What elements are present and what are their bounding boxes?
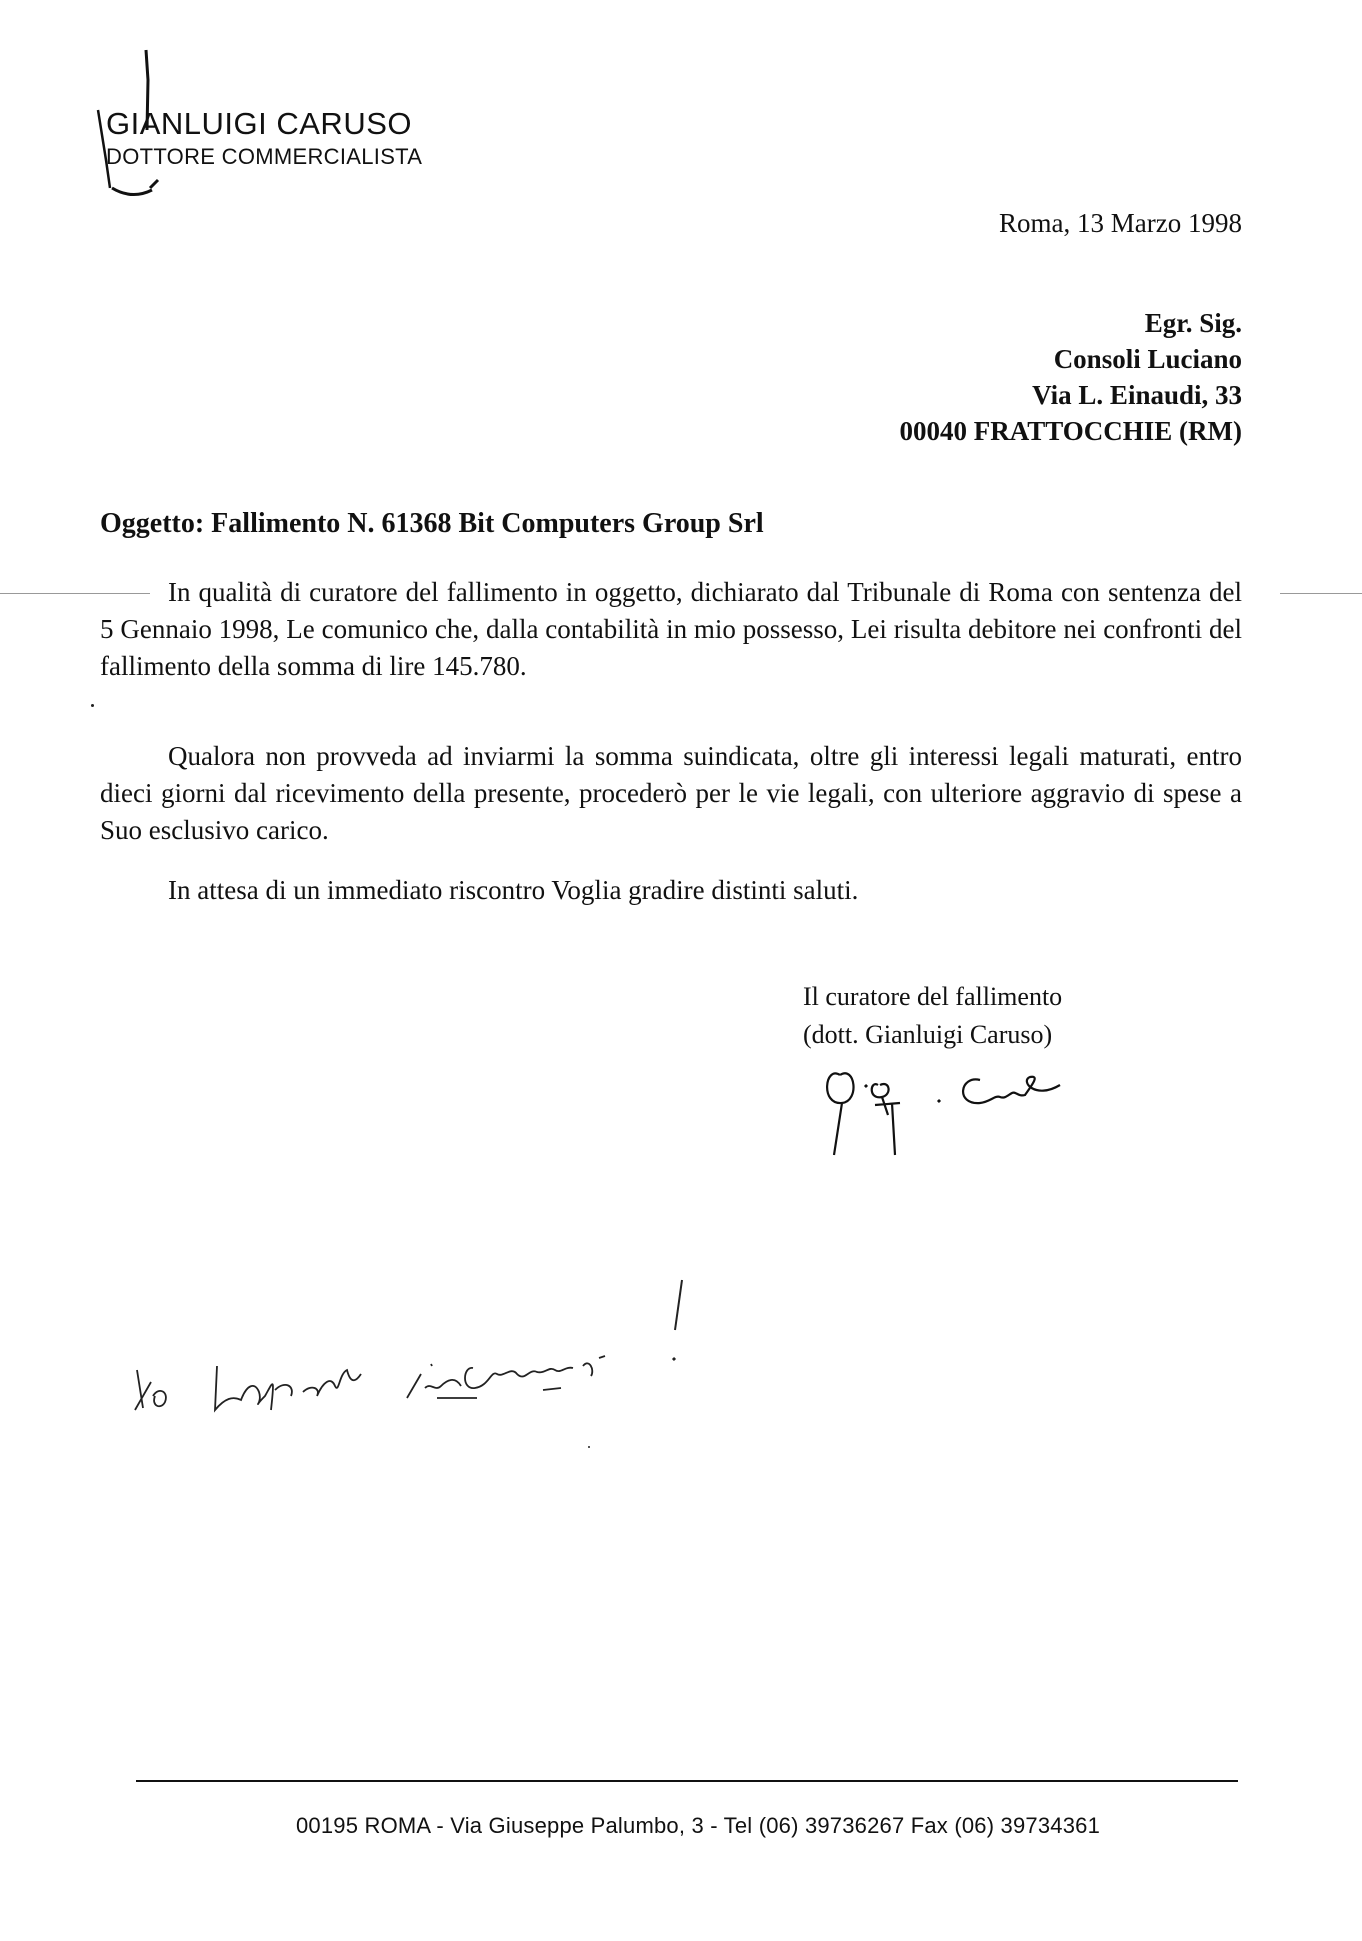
- letterhead-footer: 00195 ROMA - Via Giuseppe Palumbo, 3 - Tel (06) 39736267 Fax (06) 39734361: [296, 1813, 1101, 1838]
- footer-rule: [136, 1780, 1238, 1782]
- recipient-salutation: Egr. Sig.: [1144, 308, 1242, 338]
- paragraph-2-text: Qualora non provveda ad inviarmi la somma suindicata, oltre gli interessi legali maturati, entro dieci giorni dal ricevimento della presente, procederò per le vie legali, con ulteriore aggravio di spese a Suo esclusivo carico.: [100, 741, 1242, 845]
- letterhead-name: GIANLUIGI CARUSO: [106, 106, 412, 141]
- recipient-name: Consoli Luciano: [1053, 344, 1242, 374]
- paragraph-1-text: In qualità di curatore del fallimento in oggetto, dichiarato dal Tribunale di Roma con sentenza del 5 Gennaio 1998, Le comunico che, dalla contabilità in mio possesso, Lei risulta debitore nei confronti del fallimento della somma di lire 145.780.: [100, 577, 1242, 681]
- signature-name: (dott. Gianluigi Caruso): [803, 1020, 1053, 1049]
- scan-line-right: [1280, 593, 1362, 594]
- letterhead-title: DOTTORE COMMERCIALISTA: [106, 144, 423, 169]
- recipient-city: 00040 FRATTOCCHIE (RM): [899, 416, 1242, 446]
- letterhead-logo-mark: [92, 40, 172, 200]
- body-paragraph-3: In attesa di un immediato riscontro Voglia gradire distinti saluti.: [168, 875, 859, 905]
- handwritten-note: [125, 1270, 685, 1420]
- body-paragraph-2: [100, 738, 1242, 849]
- scan-speck: [91, 704, 94, 707]
- recipient-street: Via L. Einaudi, 33: [1032, 380, 1242, 410]
- recipient-block: [900, 305, 1243, 449]
- letter-subject: Oggetto: Fallimento N. 61368 Bit Computers Group Srl: [100, 508, 764, 539]
- handwritten-signature: [820, 1055, 1120, 1175]
- scan-speck-2: [588, 1446, 590, 1448]
- signature-role: Il curatore del fallimento: [803, 982, 1063, 1011]
- body-paragraph-1: [100, 574, 1242, 685]
- signature-block: [803, 978, 1062, 1054]
- letter-date: Roma, 13 Marzo 1998: [999, 208, 1242, 238]
